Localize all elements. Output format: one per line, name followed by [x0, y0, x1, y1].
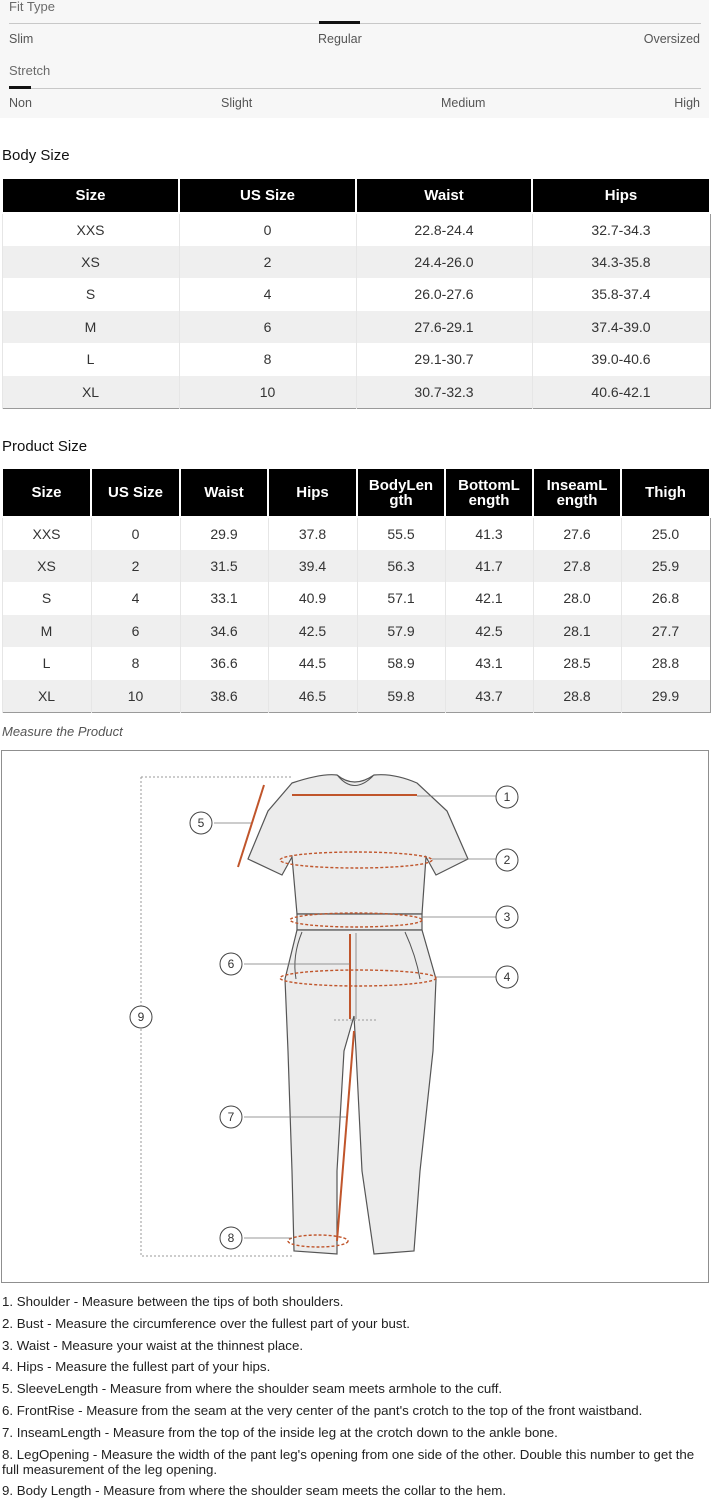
fit-panel — [0, 0, 709, 118]
cell-bottom-length: 42.1 — [445, 582, 533, 615]
body-size-table — [1, 177, 711, 409]
cell-inseam-length: 28.0 — [533, 582, 621, 615]
fit-type-label: Fit Type — [9, 0, 56, 14]
table-row — [2, 550, 710, 583]
cell-bottom-length: 42.5 — [445, 615, 533, 648]
table-row — [2, 213, 710, 246]
cell-thigh: 25.0 — [621, 517, 710, 550]
cell-waist: 26.0-27.6 — [356, 278, 532, 311]
cell-hips: 34.3-35.8 — [532, 246, 710, 279]
note-inseam-length: 7. InseamLength - Measure from the top of the inside leg at the crotch down to the ankle bone. — [2, 1424, 558, 1440]
table-row — [2, 647, 710, 680]
header-hips: Hips — [532, 178, 710, 213]
stretch-option-non: Non — [9, 96, 32, 110]
product-size-table — [1, 467, 711, 713]
cell-waist: 29.1-30.7 — [356, 343, 532, 376]
marker-9-label: 9 — [137, 1010, 145, 1024]
cell-bottom-length: 43.7 — [445, 680, 533, 713]
cell-size: XL — [2, 680, 91, 713]
header-thigh: Thigh — [621, 468, 710, 517]
cell-size: XS — [2, 246, 179, 279]
cell-hips: 39.0-40.6 — [532, 343, 710, 376]
measurement-notes — [2, 1294, 702, 1500]
cell-hips: 40.6-42.1 — [532, 376, 710, 409]
cell-size: L — [2, 647, 91, 680]
header-us-size: US Size — [179, 178, 356, 213]
cell-inseam-length: 28.8 — [533, 680, 621, 713]
table-row — [2, 680, 710, 713]
cell-us-size: 4 — [179, 278, 356, 311]
cell-us-size: 6 — [91, 615, 180, 648]
table-row — [2, 278, 710, 311]
cell-thigh: 25.9 — [621, 550, 710, 583]
cell-us-size: 10 — [179, 376, 356, 409]
cell-size: XXS — [2, 213, 179, 246]
cell-inseam-length: 28.1 — [533, 615, 621, 648]
body-size-title: Body Size — [2, 147, 70, 164]
cell-hips: 37.8 — [268, 517, 357, 550]
header-hips: Hips — [268, 468, 357, 517]
marker-7-label: 7 — [227, 1110, 235, 1124]
note-sleeve-length: 5. SleeveLength - Measure from where the shoulder seam meets armhole to the cuff. — [2, 1381, 503, 1397]
cell-us-size: 0 — [179, 213, 356, 246]
cell-inseam-length: 27.6 — [533, 517, 621, 550]
cell-hips: 40.9 — [268, 582, 357, 615]
cell-bottom-length: 41.7 — [445, 550, 533, 583]
cell-size: XXS — [2, 517, 91, 550]
marker-2-label: 2 — [503, 853, 511, 867]
cell-thigh: 27.7 — [621, 615, 710, 648]
marker-3-label: 3 — [503, 910, 511, 924]
stretch-option-high: High — [674, 96, 700, 110]
measurement-diagram — [1, 750, 709, 1283]
cell-hips: 44.5 — [268, 647, 357, 680]
cell-hips: 42.5 — [268, 615, 357, 648]
table-row — [2, 311, 710, 344]
cell-us-size: 2 — [91, 550, 180, 583]
header-waist: Waist — [356, 178, 532, 213]
cell-body-length: 58.9 — [357, 647, 445, 680]
marker-1-label: 1 — [503, 790, 511, 804]
cell-body-length: 55.5 — [357, 517, 445, 550]
cell-hips: 32.7-34.3 — [532, 213, 710, 246]
cell-waist: 38.6 — [180, 680, 268, 713]
header-size: Size — [2, 178, 179, 213]
cell-us-size: 6 — [179, 311, 356, 344]
stretch-option-slight: Slight — [221, 96, 253, 110]
stretch-selected-marker — [9, 86, 31, 89]
cell-size: S — [2, 582, 91, 615]
cell-hips: 39.4 — [268, 550, 357, 583]
cell-size: XS — [2, 550, 91, 583]
table-row — [2, 343, 710, 376]
waistband — [297, 914, 422, 930]
cell-waist: 27.6-29.1 — [356, 311, 532, 344]
cell-us-size: 8 — [91, 647, 180, 680]
fit-option-oversized: Oversized — [643, 32, 700, 46]
marker-4-label: 4 — [503, 970, 511, 984]
note-waist: 3. Waist - Measure your waist at the thinnest place. — [2, 1337, 304, 1353]
note-hips: 4. Hips - Measure the fullest part of your hips. — [2, 1359, 271, 1375]
jumpsuit-illustration — [2, 751, 710, 1284]
cell-inseam-length: 27.8 — [533, 550, 621, 583]
cell-body-length: 59.8 — [357, 680, 445, 713]
cell-size: M — [2, 615, 91, 648]
note-leg-opening: 8. LegOpening - Measure the width of the pant leg's opening from one side of the other. Double this number to get the full measurement of the leg opening. — [2, 1446, 695, 1477]
cell-waist: 22.8-24.4 — [356, 213, 532, 246]
cell-us-size: 8 — [179, 343, 356, 376]
fit-selected-marker — [319, 21, 360, 24]
marker-5-label: 5 — [197, 816, 205, 830]
cell-size: XL — [2, 376, 179, 409]
header-us-size: US Size — [91, 468, 180, 517]
note-bust: 2. Bust - Measure the circumference over the fullest part of your bust. — [2, 1315, 410, 1331]
cell-waist: 24.4-26.0 — [356, 246, 532, 279]
header-inseam-length: InseamL ength — [533, 468, 621, 517]
note-shoulder: 1. Shoulder - Measure between the tips of both shoulders. — [2, 1294, 344, 1309]
note-front-rise: 6. FrontRise - Measure from the seam at the very center of the pant's crotch to the top of the front waistband. — [2, 1402, 643, 1418]
cell-us-size: 10 — [91, 680, 180, 713]
cell-inseam-length: 28.5 — [533, 647, 621, 680]
cell-size: S — [2, 278, 179, 311]
cell-waist: 31.5 — [180, 550, 268, 583]
cell-thigh: 29.9 — [621, 680, 710, 713]
header-bottom-length: BottomL ength — [445, 468, 533, 517]
table-row — [2, 517, 710, 550]
stretch-option-medium: Medium — [441, 96, 486, 110]
fit-option-regular: Regular — [318, 32, 362, 46]
cell-hips: 46.5 — [268, 680, 357, 713]
product-size-header-row — [2, 468, 710, 517]
header-waist: Waist — [180, 468, 268, 517]
cell-waist: 30.7-32.3 — [356, 376, 532, 409]
marker-6-label: 6 — [227, 957, 235, 971]
cell-us-size: 2 — [179, 246, 356, 279]
cell-waist: 29.9 — [180, 517, 268, 550]
table-row — [2, 582, 710, 615]
cell-waist: 34.6 — [180, 615, 268, 648]
cell-bottom-length: 41.3 — [445, 517, 533, 550]
table-row — [2, 246, 710, 279]
cell-bottom-length: 43.1 — [445, 647, 533, 680]
header-size: Size — [2, 468, 91, 517]
measure-caption: Measure the Product — [2, 724, 123, 739]
cell-waist: 36.6 — [180, 647, 268, 680]
cell-hips: 37.4-39.0 — [532, 311, 710, 344]
header-body-length: BodyLen gth — [357, 468, 445, 517]
cell-thigh: 28.8 — [621, 647, 710, 680]
fit-option-slim: Slim — [9, 32, 34, 46]
product-size-title: Product Size — [2, 438, 88, 455]
note-body-length: 9. Body Length - Measure from where the shoulder seam meets the collar to the hem. — [2, 1483, 507, 1499]
table-row — [2, 376, 710, 409]
body-size-header-row — [2, 178, 710, 213]
cell-waist: 33.1 — [180, 582, 268, 615]
stretch-label: Stretch — [9, 63, 51, 78]
stretch-scale-line — [9, 88, 701, 89]
cell-body-length: 57.9 — [357, 615, 445, 648]
cell-body-length: 57.1 — [357, 582, 445, 615]
cell-body-length: 56.3 — [357, 550, 445, 583]
cell-us-size: 4 — [91, 582, 180, 615]
cell-size: L — [2, 343, 179, 376]
cell-size: M — [2, 311, 179, 344]
marker-8-label: 8 — [227, 1231, 235, 1245]
table-row — [2, 615, 710, 648]
pants-garment — [285, 930, 436, 1254]
cell-thigh: 26.8 — [621, 582, 710, 615]
cell-us-size: 0 — [91, 517, 180, 550]
cell-hips: 35.8-37.4 — [532, 278, 710, 311]
